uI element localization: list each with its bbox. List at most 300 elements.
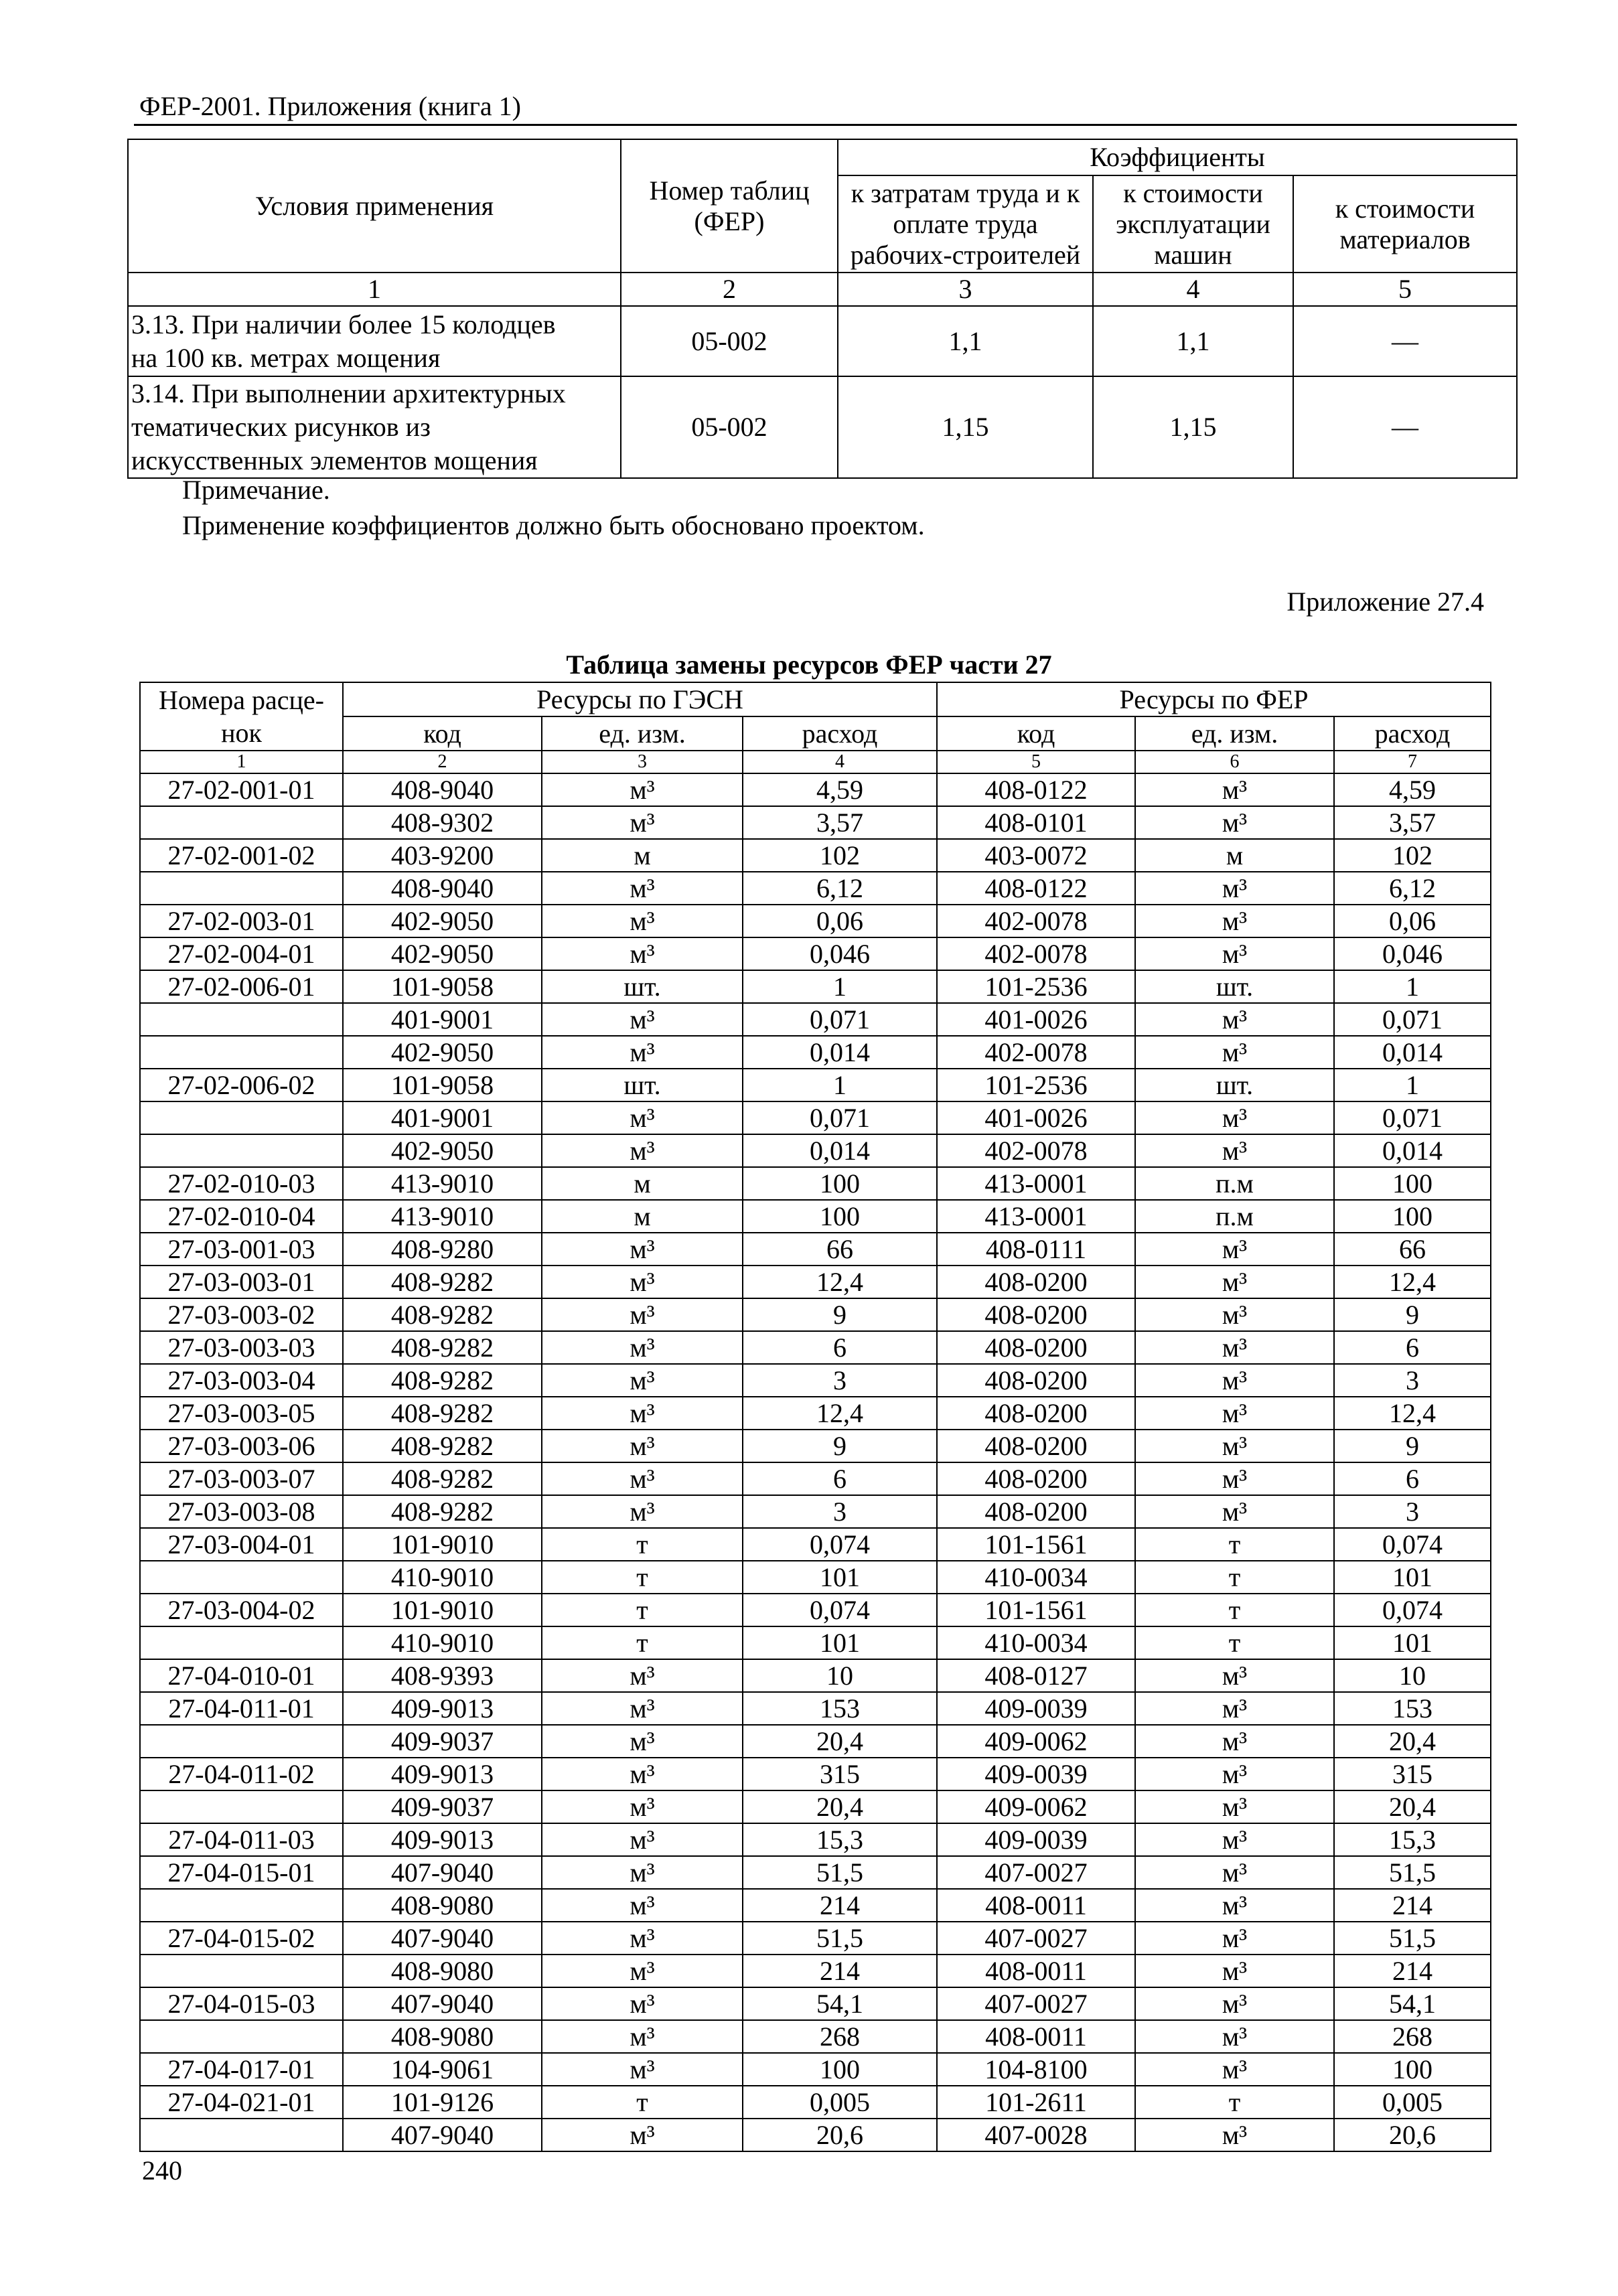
fer-code: 402-0078 [937,905,1135,937]
gesn-code: 413-9010 [343,1167,542,1200]
rate-number [140,806,343,839]
fer-unit: м³ [1135,1003,1334,1036]
gesn-code: 408-9080 [343,2020,542,2053]
gesn-code: 408-9282 [343,1298,542,1331]
rate-number: 27-03-001-03 [140,1233,343,1266]
rate-number [140,1790,343,1823]
gesn-unit: м³ [542,1364,743,1397]
gesn-unit: м³ [542,1856,743,1889]
gesn-unit: м³ [542,905,743,937]
table-row [140,1167,1491,1200]
fer-qty: 0,014 [1334,1036,1491,1069]
coef-condition: 3.14. При выполнении архитектурных тематических рисунков из искусственных элементов мощения [128,376,621,478]
table-row [140,1856,1491,1889]
fer-unit: шт. [1135,970,1334,1003]
gesn-code: 408-9393 [343,1659,542,1692]
fer-code: 408-0127 [937,1659,1135,1692]
table-row [140,1462,1491,1495]
gesn-code: 401-9001 [343,1003,542,1036]
fer-qty: 9 [1334,1430,1491,1462]
gesn-qty: 3 [743,1364,937,1397]
h-gesn-unit: ед. изм. [542,716,743,751]
fer-qty: 9 [1334,1298,1491,1331]
gesn-code: 408-9282 [343,1266,542,1298]
fer-unit: м³ [1135,1134,1334,1167]
table-row [140,1955,1491,1987]
gesn-qty: 0,074 [743,1594,937,1626]
fer-code: 408-0122 [937,773,1135,806]
table-row [140,1233,1491,1266]
gesn-unit: т [542,1626,743,1659]
gesn-unit: м³ [542,1266,743,1298]
rate-number: 27-04-017-01 [140,2053,343,2086]
fer-code: 101-2611 [937,2086,1135,2119]
gesn-code: 413-9010 [343,1200,542,1233]
fer-unit: т [1135,1561,1334,1594]
fer-qty: 0,071 [1334,1003,1491,1036]
fer-qty: 100 [1334,2053,1491,2086]
t2-header-row-2 [140,716,1491,751]
table-row [140,872,1491,905]
fer-unit: м [1135,839,1334,872]
fer-unit: м³ [1135,1430,1334,1462]
fer-code: 407-0027 [937,1856,1135,1889]
gesn-unit: м³ [542,2020,743,2053]
gesn-qty: 0,046 [743,937,937,970]
fer-code: 408-0200 [937,1364,1135,1397]
gesn-qty: 0,074 [743,1528,937,1561]
rate-number: 27-02-006-02 [140,1069,343,1101]
gesn-code: 408-9282 [343,1331,542,1364]
rate-number [140,1003,343,1036]
fer-unit: м³ [1135,905,1334,937]
table-row [140,905,1491,937]
gesn-unit: м³ [542,1101,743,1134]
coef-row-3-13: 3.13. При наличии более 15 колодцев на 100 кв. метрах мощения 05-002 1,1 1,1 — [128,306,1517,376]
gesn-qty: 9 [743,1430,937,1462]
fer-qty: 6,12 [1334,872,1491,905]
fer-unit: м³ [1135,1101,1334,1134]
fer-qty: 6 [1334,1462,1491,1495]
gesn-unit: м³ [542,1659,743,1692]
table-row [140,1922,1491,1955]
gesn-unit: м³ [542,1495,743,1528]
gesn-code: 402-9050 [343,937,542,970]
gesn-code: 101-9010 [343,1594,542,1626]
gesn-qty: 214 [743,1889,937,1922]
h-fer: Ресурсы по ФЕР [937,682,1491,716]
gesn-code: 408-9282 [343,1430,542,1462]
fer-code: 402-0078 [937,1036,1135,1069]
h-materials: к стоимости материалов [1293,175,1517,273]
gesn-unit: м³ [542,1823,743,1856]
rate-number: 27-02-006-01 [140,970,343,1003]
table-row [140,1594,1491,1626]
gesn-qty: 20,4 [743,1790,937,1823]
rate-number: 27-03-003-03 [140,1331,343,1364]
h-fer-code: код [937,716,1135,751]
header-rule [134,124,1517,126]
fer-unit: м³ [1135,937,1334,970]
table-row [140,1725,1491,1758]
rate-number: 27-03-003-05 [140,1397,343,1430]
gesn-code: 401-9001 [343,1101,542,1134]
rate-number: 27-04-011-03 [140,1823,343,1856]
gesn-qty: 0,014 [743,1036,937,1069]
table-row [140,1430,1491,1462]
gesn-qty: 101 [743,1561,937,1594]
fer-code: 402-0078 [937,1134,1135,1167]
h-machines: к стоимости эксплуатации машин [1093,175,1293,273]
fer-unit: м³ [1135,773,1334,806]
fer-qty: 214 [1334,1955,1491,1987]
gesn-unit: м³ [542,1758,743,1790]
rate-number: 27-02-010-03 [140,1167,343,1200]
gesn-qty: 12,4 [743,1266,937,1298]
gesn-qty: 0,071 [743,1003,937,1036]
fer-code: 408-0011 [937,2020,1135,2053]
fer-code: 407-0027 [937,1987,1135,2020]
gesn-qty: 3,57 [743,806,937,839]
fer-code: 104-8100 [937,2053,1135,2086]
rate-number: 27-04-011-01 [140,1692,343,1725]
fer-code: 408-0200 [937,1462,1135,1495]
gesn-code: 403-9200 [343,839,542,872]
rate-number [140,2020,343,2053]
table-row [140,1003,1491,1036]
fer-qty: 66 [1334,1233,1491,1266]
rate-number: 27-02-010-04 [140,1200,343,1233]
fer-code: 101-2536 [937,970,1135,1003]
h-fer-qty: расход [1334,716,1491,751]
gesn-qty: 12,4 [743,1397,937,1430]
gesn-qty: 3 [743,1495,937,1528]
rate-number: 27-03-003-04 [140,1364,343,1397]
fer-qty: 12,4 [1334,1266,1491,1298]
fer-qty: 315 [1334,1758,1491,1790]
gesn-qty: 6,12 [743,872,937,905]
gesn-unit: м³ [542,806,743,839]
table-row [140,1266,1491,1298]
rate-number: 27-03-004-02 [140,1594,343,1626]
table-row [140,1889,1491,1922]
h-gesn: Ресурсы по ГЭСН [343,682,937,716]
gesn-unit: м³ [542,937,743,970]
fer-unit: м³ [1135,872,1334,905]
fer-code: 413-0001 [937,1167,1135,1200]
gesn-code: 408-9040 [343,773,542,806]
fer-qty: 20,4 [1334,1725,1491,1758]
fer-code: 409-0039 [937,1758,1135,1790]
fer-qty: 0,074 [1334,1528,1491,1561]
resource-replacement-table [139,682,1491,2152]
gesn-unit: м³ [542,2119,743,2151]
gesn-unit: м³ [542,2053,743,2086]
fer-code: 408-0122 [937,872,1135,905]
fer-code: 408-0200 [937,1397,1135,1430]
gesn-unit: м³ [542,1725,743,1758]
gesn-code: 408-9282 [343,1462,542,1495]
fer-code: 409-0039 [937,1692,1135,1725]
rate-number: 27-02-001-01 [140,773,343,806]
gesn-qty: 20,4 [743,1725,937,1758]
fer-unit: м³ [1135,1758,1334,1790]
gesn-code: 409-9013 [343,1692,542,1725]
gesn-qty: 6 [743,1462,937,1495]
gesn-code: 410-9010 [343,1626,542,1659]
gesn-code: 409-9013 [343,1758,542,1790]
table-row [140,2086,1491,2119]
fer-code: 408-0011 [937,1889,1135,1922]
fer-qty: 20,6 [1334,2119,1491,2151]
gesn-qty: 20,6 [743,2119,937,2151]
rate-number [140,1561,343,1594]
fer-code: 410-0034 [937,1561,1135,1594]
fer-qty: 268 [1334,2020,1491,2053]
rate-number: 27-03-003-02 [140,1298,343,1331]
rate-number: 27-04-011-02 [140,1758,343,1790]
t2-body [140,773,1491,2151]
table-row [140,970,1491,1003]
rate-number [140,2119,343,2151]
fer-code: 409-0039 [937,1823,1135,1856]
gesn-code: 407-9040 [343,2119,542,2151]
h-gesn-code: код [343,716,542,751]
gesn-unit: м³ [542,1134,743,1167]
fer-qty: 0,06 [1334,905,1491,937]
fer-code: 408-0011 [937,1955,1135,1987]
rate-number [140,1134,343,1167]
gesn-qty: 315 [743,1758,937,1790]
table-row [140,2020,1491,2053]
fer-code: 407-0027 [937,1922,1135,1955]
gesn-qty: 153 [743,1692,937,1725]
fer-qty: 10 [1334,1659,1491,1692]
table-row [140,1790,1491,1823]
table-row [140,1987,1491,2020]
table-row [140,1692,1491,1725]
gesn-unit: м³ [542,1298,743,1331]
gesn-qty: 0,06 [743,905,937,937]
fer-code: 410-0034 [937,1626,1135,1659]
fer-qty: 6 [1334,1331,1491,1364]
rate-number [140,1101,343,1134]
table-row [140,1626,1491,1659]
table-row [140,1528,1491,1561]
fer-unit: шт. [1135,1069,1334,1101]
fer-qty: 51,5 [1334,1922,1491,1955]
rate-number: 27-04-021-01 [140,2086,343,2119]
gesn-code: 402-9050 [343,1036,542,1069]
fer-qty: 0,046 [1334,937,1491,970]
h-labor: к затратам труда и к оплате труда рабочих-строителей [838,175,1093,273]
coef-condition: 3.13. При наличии более 15 колодцев на 100 кв. метрах мощения [128,306,621,376]
h-coefficients: Коэффициенты [838,139,1517,175]
fer-unit: т [1135,2086,1334,2119]
fer-unit: м³ [1135,1725,1334,1758]
gesn-qty: 214 [743,1955,937,1987]
gesn-code: 101-9010 [343,1528,542,1561]
gesn-code: 409-9013 [343,1823,542,1856]
gesn-unit: м³ [542,872,743,905]
appendix-label: Приложение 27.4 [1286,587,1484,617]
fer-unit: м³ [1135,1790,1334,1823]
fer-qty: 54,1 [1334,1987,1491,2020]
rate-number [140,1626,343,1659]
gesn-code: 408-9040 [343,872,542,905]
gesn-qty: 268 [743,2020,937,2053]
rate-number [140,1036,343,1069]
fer-qty: 3 [1334,1364,1491,1397]
coef-header-row [128,139,1517,175]
running-header: ФЕР-2001. Приложения (книга 1) [139,91,521,121]
fer-code: 101-1561 [937,1594,1135,1626]
gesn-unit: шт. [542,970,743,1003]
fer-qty: 1 [1334,970,1491,1003]
gesn-code: 407-9040 [343,1922,542,1955]
gesn-unit: т [542,1561,743,1594]
rate-number: 27-03-003-06 [140,1430,343,1462]
fer-unit: м³ [1135,1364,1334,1397]
fer-code: 401-0026 [937,1101,1135,1134]
rate-number: 27-03-003-07 [140,1462,343,1495]
table-row [140,773,1491,806]
fer-unit: м³ [1135,1692,1334,1725]
fer-unit: м³ [1135,2053,1334,2086]
gesn-code: 410-9010 [343,1561,542,1594]
fer-code: 403-0072 [937,839,1135,872]
fer-qty: 101 [1334,1626,1491,1659]
note-title: Примечание. [182,475,330,505]
gesn-qty: 54,1 [743,1987,937,2020]
gesn-qty: 101 [743,1626,937,1659]
gesn-unit: м³ [542,1397,743,1430]
gesn-code: 402-9050 [343,1134,542,1167]
gesn-code: 408-9302 [343,806,542,839]
table-row [140,1561,1491,1594]
table-row [140,1069,1491,1101]
gesn-code: 101-9058 [343,1069,542,1101]
table-row [140,1495,1491,1528]
gesn-qty: 1 [743,1069,937,1101]
fer-qty: 51,5 [1334,1856,1491,1889]
gesn-qty: 51,5 [743,1856,937,1889]
gesn-unit: м³ [542,1692,743,1725]
table-row [140,937,1491,970]
gesn-code: 409-9037 [343,1790,542,1823]
gesn-qty: 51,5 [743,1922,937,1955]
gesn-unit: м³ [542,1233,743,1266]
table-row [140,1758,1491,1790]
fer-code: 408-0200 [937,1331,1135,1364]
gesn-qty: 100 [743,1200,937,1233]
t2-header-row-1 [140,682,1491,716]
rate-number [140,1889,343,1922]
gesn-code: 407-9040 [343,1856,542,1889]
fer-code: 408-0200 [937,1266,1135,1298]
rate-number: 27-02-001-02 [140,839,343,872]
fer-qty: 100 [1334,1167,1491,1200]
gesn-code: 408-9282 [343,1397,542,1430]
gesn-code: 101-9126 [343,2086,542,2119]
gesn-qty: 0,005 [743,2086,937,2119]
gesn-unit: т [542,1594,743,1626]
fer-code: 413-0001 [937,1200,1135,1233]
rate-number: 27-04-010-01 [140,1659,343,1692]
table-row [140,1298,1491,1331]
fer-unit: п.м [1135,1167,1334,1200]
rate-number: 27-03-004-01 [140,1528,343,1561]
h-table-no: Номер таблиц (ФЕР) [621,139,838,273]
fer-unit: м³ [1135,1462,1334,1495]
fer-code: 408-0200 [937,1430,1135,1462]
gesn-qty: 9 [743,1298,937,1331]
fer-unit: м³ [1135,2119,1334,2151]
fer-unit: т [1135,1594,1334,1626]
gesn-qty: 0,014 [743,1134,937,1167]
gesn-code: 402-9050 [343,905,542,937]
h-gesn-qty: расход [743,716,937,751]
fer-qty: 0,071 [1334,1101,1491,1134]
fer-qty: 214 [1334,1889,1491,1922]
gesn-code: 104-9061 [343,2053,542,2086]
table-row [140,1397,1491,1430]
table-row [140,1200,1491,1233]
t2-col-numbers: 1 2 3 4 5 6 7 [140,751,1491,773]
fer-unit: м³ [1135,1298,1334,1331]
rate-number: 27-03-003-01 [140,1266,343,1298]
fer-qty: 3 [1334,1495,1491,1528]
gesn-unit: м [542,1200,743,1233]
gesn-unit: м³ [542,773,743,806]
fer-code: 409-0062 [937,1725,1135,1758]
fer-code: 409-0062 [937,1790,1135,1823]
gesn-code: 101-9058 [343,970,542,1003]
fer-qty: 1 [1334,1069,1491,1101]
gesn-code: 408-9282 [343,1495,542,1528]
fer-unit: м³ [1135,1955,1334,1987]
fer-qty: 102 [1334,839,1491,872]
gesn-qty: 100 [743,2053,937,2086]
fer-code: 401-0026 [937,1003,1135,1036]
rate-number [140,872,343,905]
table-row [140,1101,1491,1134]
gesn-qty: 100 [743,1167,937,1200]
gesn-code: 408-9080 [343,1955,542,1987]
rate-number: 27-02-003-01 [140,905,343,937]
rate-number: 27-04-015-02 [140,1922,343,1955]
gesn-unit: шт. [542,1069,743,1101]
gesn-code: 408-9282 [343,1364,542,1397]
gesn-qty: 0,071 [743,1101,937,1134]
rate-number: 27-03-003-08 [140,1495,343,1528]
gesn-qty: 66 [743,1233,937,1266]
gesn-qty: 4,59 [743,773,937,806]
fer-unit: м³ [1135,1266,1334,1298]
gesn-qty: 10 [743,1659,937,1692]
fer-unit: т [1135,1528,1334,1561]
fer-qty: 3,57 [1334,806,1491,839]
fer-unit: м³ [1135,1331,1334,1364]
fer-code: 408-0101 [937,806,1135,839]
h-fer-unit: ед. изм. [1135,716,1334,751]
fer-code: 408-0111 [937,1233,1135,1266]
fer-unit: м³ [1135,1397,1334,1430]
gesn-code: 408-9280 [343,1233,542,1266]
rate-number: 27-04-015-03 [140,1987,343,2020]
fer-code: 408-0200 [937,1298,1135,1331]
table-row [140,1659,1491,1692]
